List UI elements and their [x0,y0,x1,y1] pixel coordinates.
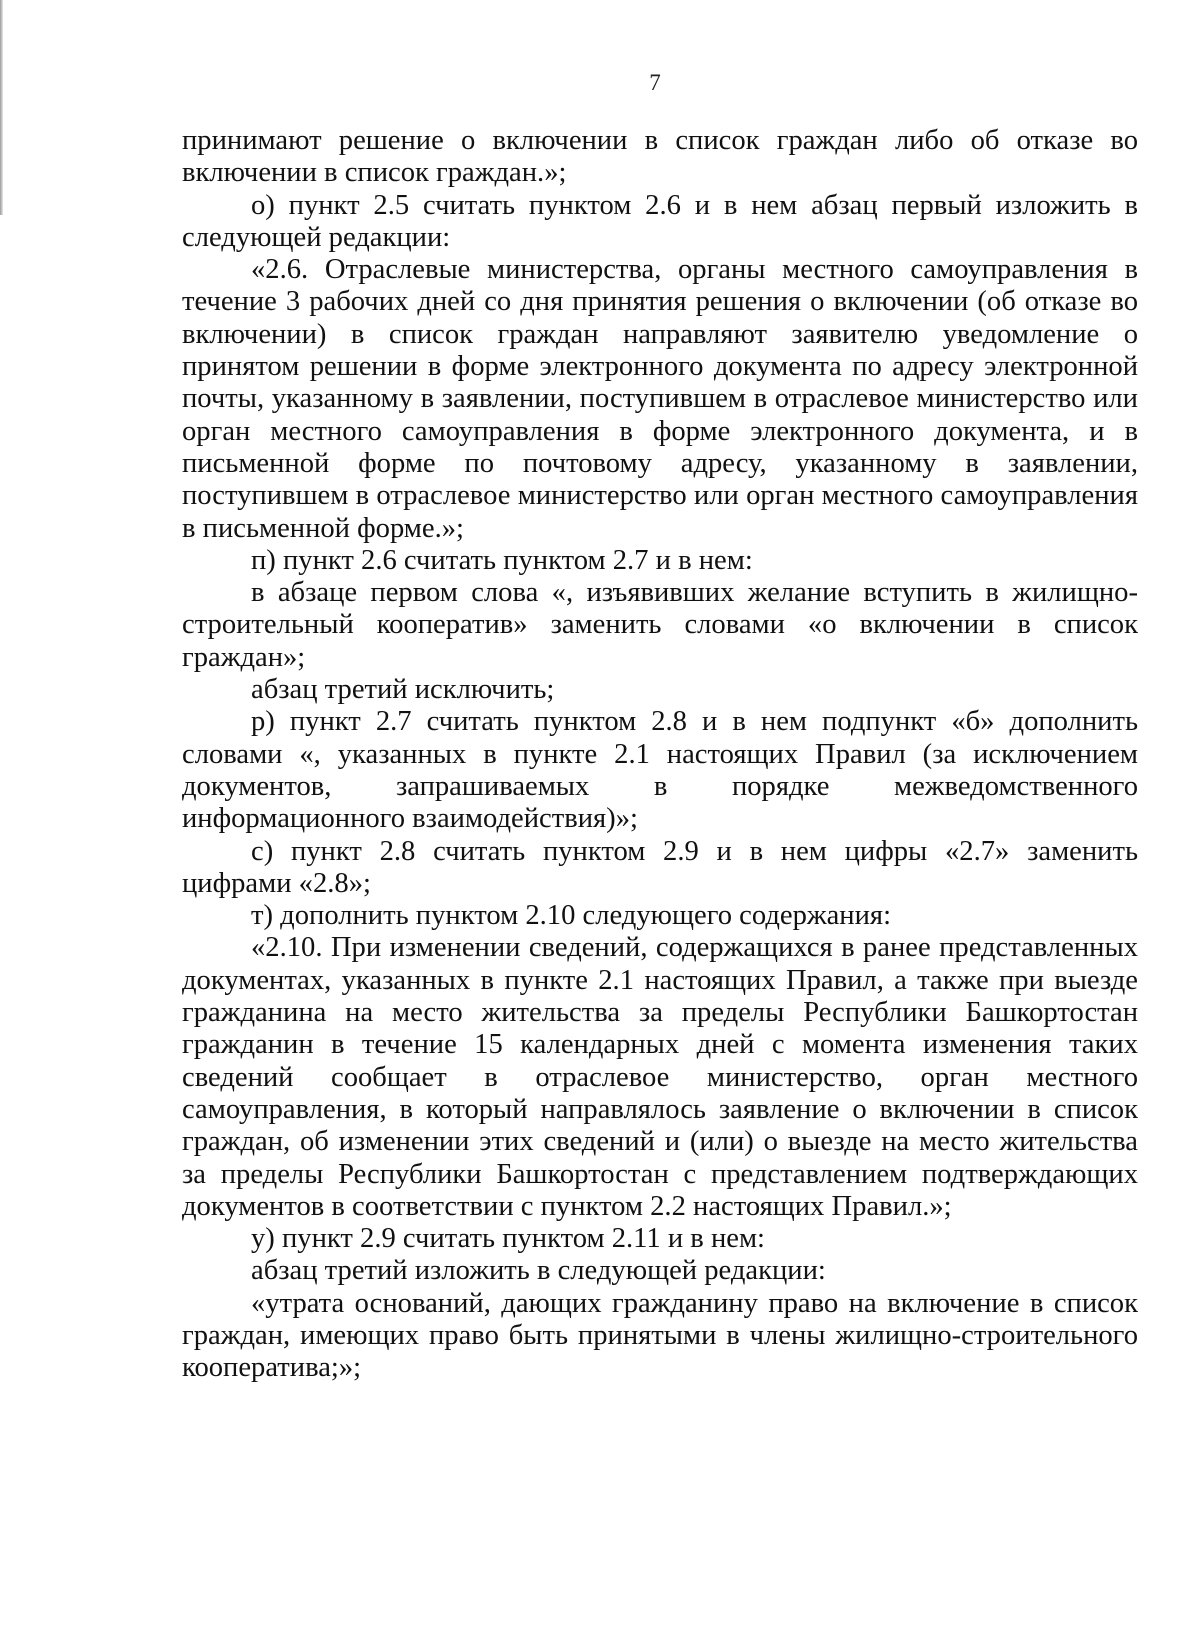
page-number: 7 [649,70,661,95]
document-body [182,125,1138,1385]
paragraph: в абзаце первом слова «, изъявивших желание вступить в жилищно-строительный кооператив» заменить словами «о включении в список граждан»; [182,577,1138,673]
paragraph: п) пункт 2.6 считать пунктом 2.7 и в нем: [251,544,753,576]
scan-edge-shadow [0,0,3,215]
paragraph: о) пункт 2.5 считать пунктом 2.6 и в нем абзац первый изложить в следующей редакции: [182,189,1138,253]
paragraph: т) дополнить пунктом 2.10 следующего содержания: [251,900,892,932]
paragraph: принимают решение о включении в список граждан либо об отказе во включении в список граждан.»; [182,125,1138,189]
paragraph: р) пункт 2.7 считать пунктом 2.8 и в нем подпункт «б» дополнить словами «, указанных в пункте 2.1 настоящих Правил (за исключением документов, запрашиваемых в порядке межведомственного информационного взаимодействия)»; [182,706,1138,835]
paragraph: абзац третий изложить в следующей редакции: [251,1255,826,1287]
paragraph: «2.6. Отраслевые министерства, органы местного самоуправления в течение 3 рабочих дней со дня принятия решения о включении (об отказе во включении) в список граждан направляют заявителю уведомление о принятом решении в форме электронного документа по адресу электронной почты, указанному в заявлении, поступившем в отраслевое министерство или орган местного самоуправления в форме электронного документа, и в письменной форме по почтовому адресу, указанному в заявлении, поступившем в отраслевое министерство или орган местного самоуправления в письменной форме.»; [182,254,1138,544]
paragraph: «утрата оснований, дающих гражданину право на включение в список граждан, имеющих право быть принятыми в члены жилищно-строительного кооператива;»; [182,1287,1138,1384]
paragraph: абзац третий исключить; [251,674,555,706]
paragraph: с) пункт 2.8 считать пунктом 2.9 и в нем цифры «2.7» заменить цифрами «2.8»; [182,835,1138,899]
paragraph: у) пункт 2.9 считать пунктом 2.11 и в нем: [251,1223,765,1255]
paragraph: «2.10. При изменении сведений, содержащихся в ранее представленных документах, указанных в пункте 2.1 настоящих Правил, а также при выезде гражданина на место жительства за пределы Республики Башкортостан гражданин в течение 15 календарных дней с момента изменения таких сведений сообщает в отраслевое министерство, орган местного самоуправления, в который направлялось заявление о включении в список граждан, об изменении этих сведений и (или) о выезде на место жительства за пределы Республики Башкортостан с представлением подтверждающих документов в соответствии с пунктом 2.2 настоящих Правил.»; [182,932,1138,1222]
